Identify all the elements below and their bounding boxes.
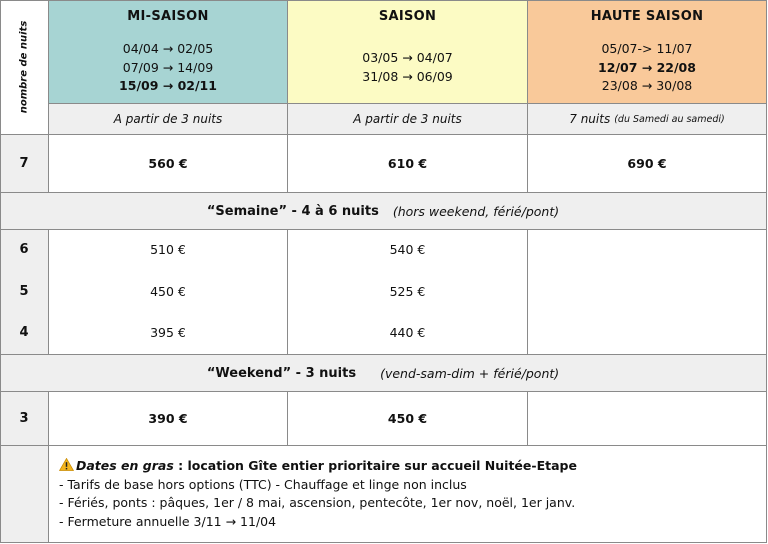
nights-4-6 [0,230,49,355]
min-stay-text: A partir de 3 nuits [113,112,223,126]
nights-7 [0,135,49,193]
season-dates: 04/04 → 02/05 [122,41,214,56]
season-dates: 07/09 → 14/09 [122,59,214,75]
price-block-mi-saison [49,230,288,355]
season-title: HAUTE SAISON [590,9,704,24]
nights-count: 4 [19,325,29,340]
price-value: 540 € [389,242,426,257]
notes-line-text: : location Gîte entier prioritaire sur accueil Nuitée-Etape [173,458,577,473]
price-block-haute-saison [528,230,767,355]
season-title: MI-SAISON [127,9,209,24]
min-stay-saison [288,104,528,135]
notes-line: - Tarifs de base hors options (TTC) - Chauffage et linge non inclus [59,476,467,492]
nights-count: 3 [19,411,29,426]
price-cell [288,392,528,446]
price-cell [49,392,288,446]
min-stay-haute-saison [528,104,767,135]
band-note: (hors weekend, férié/pont) [392,203,560,219]
price-cell [49,135,288,193]
price-value: 690 € [627,156,667,171]
season-dates: 23/08 → 30/08 [601,78,693,93]
notes-line: - Fermeture annuelle 3/11 → 11/04 [59,513,277,529]
nights-column-label: nombre de nuits [18,20,30,114]
price-value: 450 € [150,284,186,299]
price-value: 510 € [150,242,186,257]
season-title: SAISON [378,9,437,24]
season-dates-bold: 15/09 → 02/11 [119,78,217,93]
price-value: 560 € [148,156,188,171]
nights-header-cell [0,0,49,135]
min-stay-text: 7 nuits [569,112,611,126]
price-block-saison [288,230,528,355]
nights-count: 6 [19,242,29,257]
semaine-band [0,193,767,230]
price-cell [528,135,767,193]
warning-icon [59,458,74,471]
min-stay-note: (du Samedi au samedi) [614,113,725,125]
season-dates: 03/05 → 04/07 [362,50,453,65]
band-note: (vend-sam-dim + férié/pont) [380,365,560,381]
band-title: “Weekend” - 3 nuits [206,365,357,381]
season-header-mi-saison [49,0,288,104]
price-value: 525 € [389,284,426,299]
season-dates: 05/07-> 11/07 [601,41,693,56]
min-stay-text: A partir de 3 nuits [353,112,462,126]
price-value: 610 € [387,156,428,171]
season-dates-bold: 12/07 → 22/08 [598,59,696,75]
min-stay-mi-saison [49,104,288,135]
notes-side-cell [0,446,49,543]
notes-block [49,446,767,543]
weekend-band [0,355,767,392]
band-title: “Semaine” - 4 à 6 nuits [206,203,379,219]
season-header-haute-saison [528,0,767,104]
season-dates: 31/08 → 06/09 [362,68,453,84]
season-header-saison [288,0,528,104]
price-value: 450 € [387,411,428,426]
notes-line: - Fériés, ponts : pâques, 1er / 8 mai, ascension, pentecôte, 1er nov, noël, 1er janv. [59,495,576,510]
nights-count: 7 [19,156,29,171]
price-value: 395 € [150,325,186,340]
nights-3 [0,392,49,446]
nights-count: 5 [19,284,29,299]
price-cell [288,135,528,193]
notes-line-highlight [59,457,766,476]
price-value: 390 € [148,411,188,426]
notes-bold-italic: Dates en gras [76,458,174,473]
price-cell-empty [528,392,767,446]
price-value: 440 € [389,325,426,340]
